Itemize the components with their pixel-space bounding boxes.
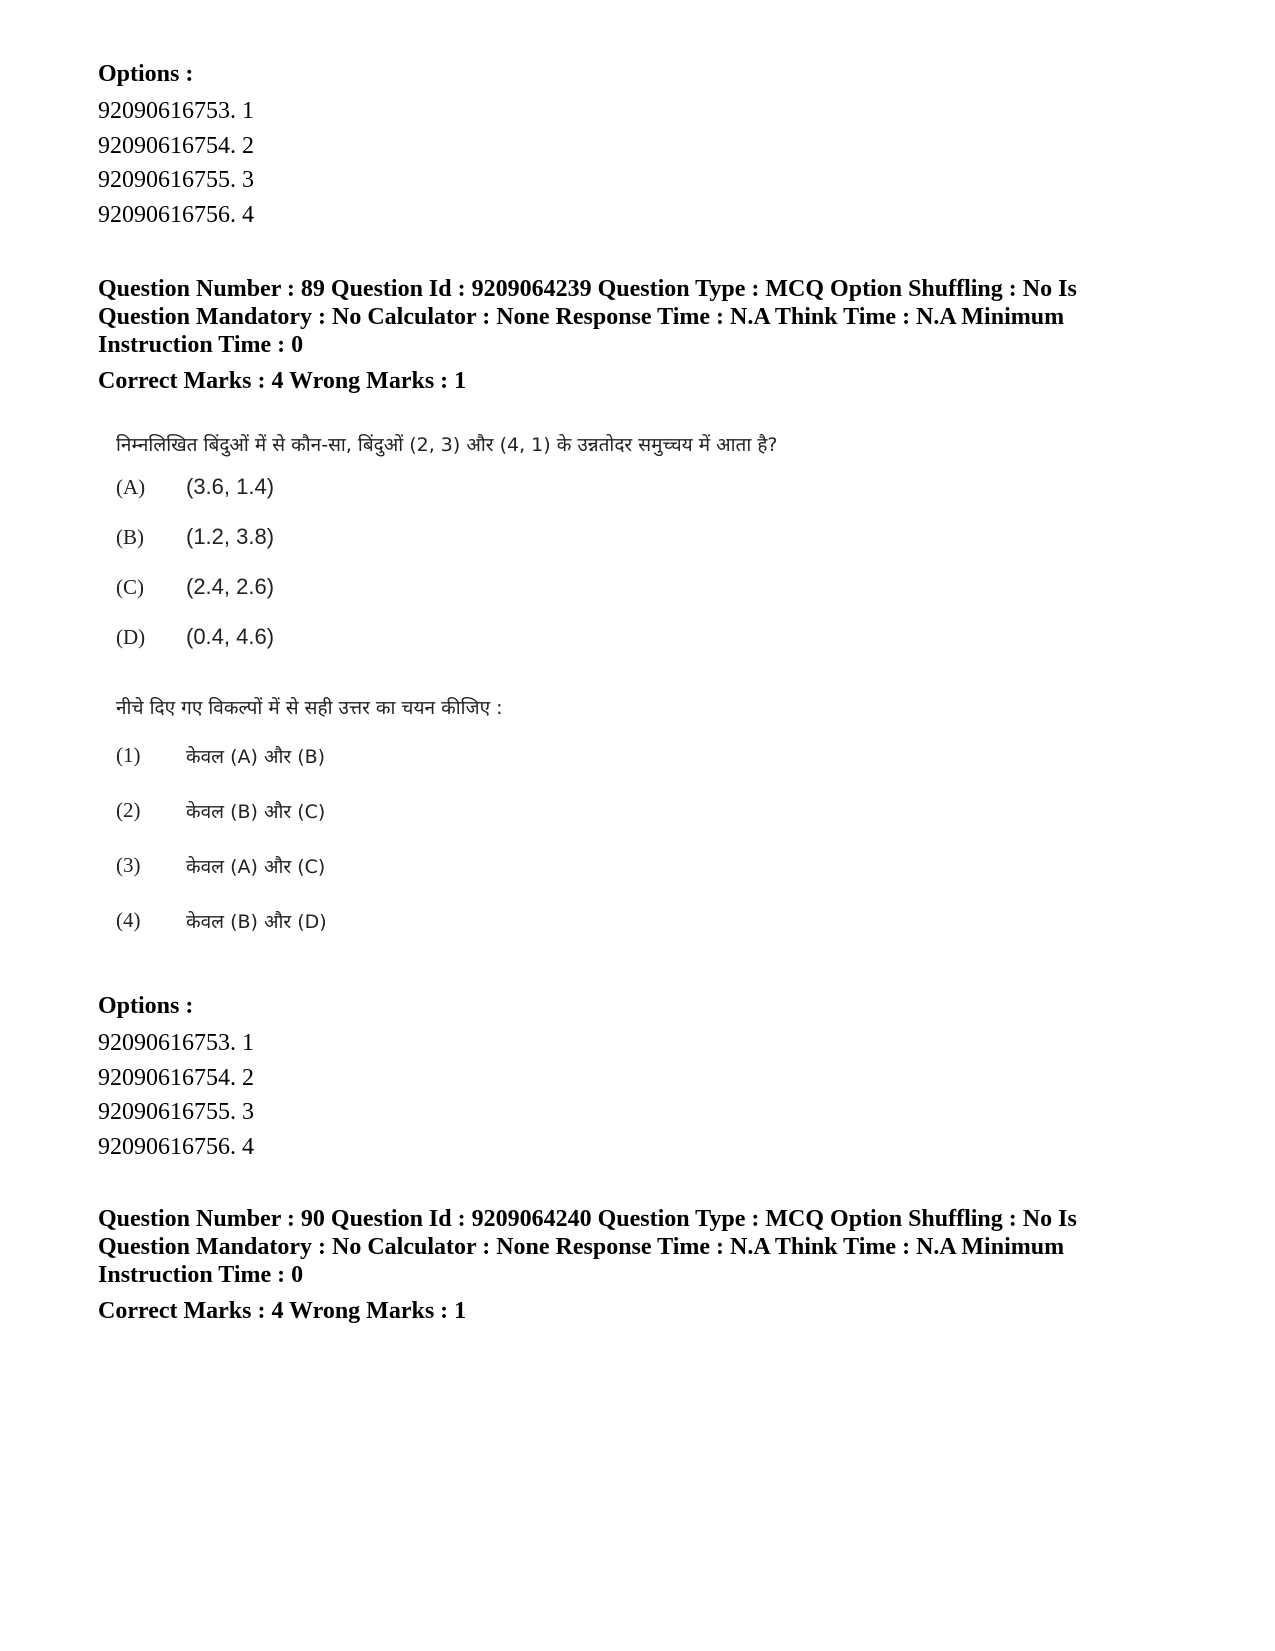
answer-value: केवल (A) और (C) — [186, 855, 326, 878]
choice-label: (A) — [116, 474, 146, 499]
answer-value: केवल (B) और (C) — [186, 800, 326, 823]
answer-row — [116, 728, 896, 783]
choice-row — [116, 462, 896, 512]
choice-label: (D) — [116, 624, 146, 649]
answer-label: (1) — [116, 743, 141, 767]
choice-row — [116, 612, 896, 662]
question-stem: निम्नलिखित बिंदुओं में से कौन-सा, बिंदुओं (2, 3) और (4, 1) के उन्नतोदर समुच्चय में आता है? — [116, 434, 778, 456]
question-choices — [116, 462, 896, 662]
answer-label: (3) — [116, 853, 141, 877]
options-list — [98, 1026, 254, 1164]
top-options-block — [98, 60, 254, 232]
option-item: 92090616755. 3 — [98, 1099, 254, 1125]
choice-row — [116, 562, 896, 612]
option-item: 92090616753. 1 — [98, 1030, 254, 1056]
choice-value: (2.4, 2.6) — [186, 574, 275, 599]
question-header: Question Number : 90 Question Id : 9209064240 Question Type : MCQ Option Shuffling : No Is Question Mandatory : No Calculator : None Response Time : N.A Think Time : N.A Minimum Instruction Time : 0 — [98, 1206, 1077, 1288]
question-header: Question Number : 89 Question Id : 9209064239 Question Type : MCQ Option Shuffling : No Is Question Mandatory : No Calculator : None Response Time : N.A Think Time : N.A Minimum Instruction Time : 0 — [98, 276, 1077, 358]
question-marks: Correct Marks : 4 Wrong Marks : 1 — [98, 368, 467, 394]
question-90-header-block — [98, 1205, 1158, 1325]
options-title: Options : — [98, 61, 194, 87]
option-item: 92090616756. 4 — [98, 1133, 254, 1160]
option-item: 92090616755. 3 — [98, 167, 254, 193]
answer-instruction: नीचे दिए गए विकल्पों में से सही उत्तर का चयन कीजिए : — [116, 697, 503, 719]
bottom-options-block — [98, 992, 254, 1164]
option-item: 92090616754. 2 — [98, 132, 254, 159]
answer-value: केवल (A) और (B) — [186, 745, 326, 768]
answer-row — [116, 893, 896, 948]
answer-row — [116, 838, 896, 893]
answer-row — [116, 783, 896, 838]
choice-label: (C) — [116, 574, 144, 599]
answer-choices — [116, 728, 896, 948]
question-89-header-block — [98, 275, 1158, 395]
option-item: 92090616754. 2 — [98, 1064, 254, 1091]
choice-row — [116, 512, 896, 562]
options-title: Options : — [98, 993, 194, 1019]
choice-value: (0.4, 4.6) — [186, 624, 275, 649]
answer-label: (2) — [116, 798, 141, 822]
answer-label: (4) — [116, 908, 141, 932]
question-marks: Correct Marks : 4 Wrong Marks : 1 — [98, 1298, 467, 1324]
choice-label: (B) — [116, 524, 144, 549]
option-item: 92090616756. 4 — [98, 201, 254, 228]
choice-value: (3.6, 1.4) — [186, 474, 275, 499]
answer-value: केवल (B) और (D) — [186, 910, 327, 933]
options-list — [98, 94, 254, 232]
question-89-body — [116, 430, 896, 948]
option-item: 92090616753. 1 — [98, 98, 254, 124]
choice-value: (1.2, 3.8) — [186, 524, 275, 549]
